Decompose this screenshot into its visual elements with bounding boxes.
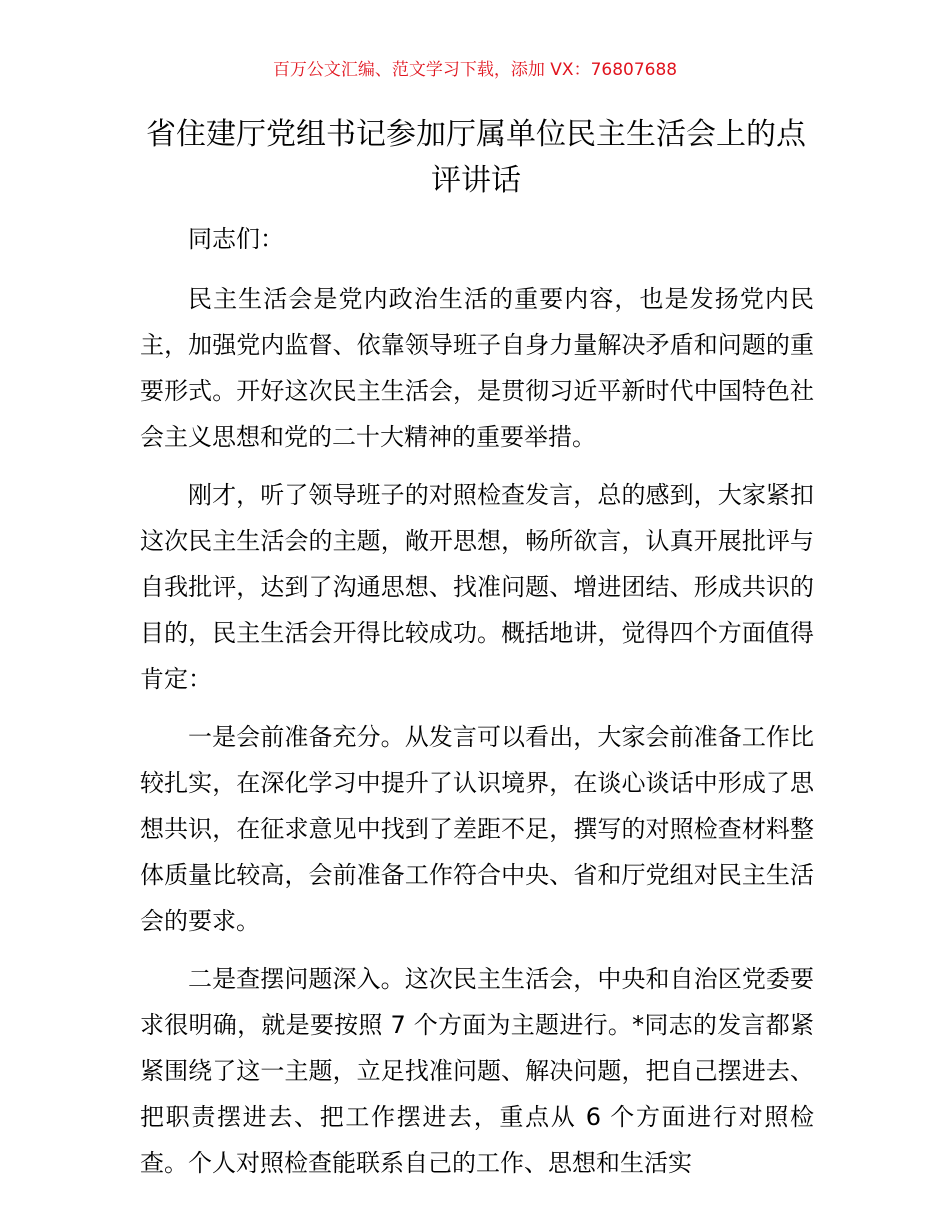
- document-title: 省住建厅党组书记参加厅属单位民主生活会上的点评讲话: [146, 117, 806, 198]
- salutation: 同志们：: [188, 225, 284, 253]
- document-body: [140, 216, 814, 1198]
- paragraph-point-one: 一是会前准备充分。从发言可以看出，大家会前准备工作比较扎实，在深化学习中提升了认识境界，在谈心谈话中形成了思想共识，在征求意见中找到了差距不足，撰写的对照检查材料整体质量比较高，会前准备工作符合中央、省和厅党组对民主生活会的要求。: [140, 723, 814, 935]
- paragraph-overview: 刚才，听了领导班子的对照检查发言，总的感到，大家紧扣这次民主生活会的主题，敞开思想，畅所欲言，认真开展批评与自我批评，达到了沟通思想、找准问题、增进团结、形成共识的目的，民主生活会开得比较成功。概括地讲，觉得四个方面值得肯定：: [140, 481, 814, 693]
- watermark-header: 百万公文汇编、范文学习下载，添加 VX：76807688: [272, 60, 678, 80]
- paragraph-intro: 民主生活会是党内政治生活的重要内容，也是发扬党内民主，加强党内监督、依靠领导班子自身力量解决矛盾和问题的重要形式。开好这次民主生活会，是贯彻习近平新时代中国特色社会主义思想和党的二十大精神的重要举措。: [140, 285, 814, 451]
- paragraph-point-two: 二是查摆问题深入。这次民主生活会，中央和自治区党委要求很明确，就是要按照 7 个方面为主题进行。*同志的发言都紧紧围绕了这一主题，立足找准问题、解决问题，把自己摆进去、把职责摆进去、把工作摆进去，重点从 6 个方面进行对照检查。个人对照检查能联系自己的工作、思想和生活实: [140, 965, 814, 1177]
